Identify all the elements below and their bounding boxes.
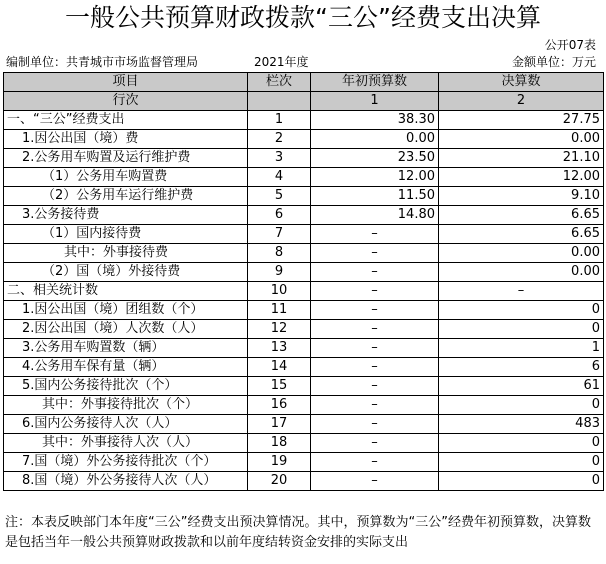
row-label: （2）公务用车运行维护费 [4,187,248,206]
table-row [4,434,604,453]
table-row [4,453,604,472]
table-row [4,244,604,263]
final-value: 0.00 [439,244,604,263]
row-label: 5.国内公务接待批次（个） [4,377,248,396]
final-value: 9.10 [439,187,604,206]
budget-value: – [311,225,439,244]
final-value: 0 [439,434,604,453]
row-number: 11 [248,301,311,320]
final-value: 12.00 [439,168,604,187]
row-number: 10 [248,282,311,301]
row-number: 13 [248,339,311,358]
row-number: 9 [248,263,311,282]
header-row [4,73,604,92]
budget-value: – [311,434,439,453]
final-value: 0 [439,453,604,472]
budget-value: – [311,396,439,415]
header-item: 项目 [4,73,248,92]
budget-value: – [311,453,439,472]
table-row [4,282,604,301]
currency-unit: 金额单位：万元 [511,55,596,69]
table-row [4,149,604,168]
budget-value: 12.00 [311,168,439,187]
table-row [4,187,604,206]
row-number: 19 [248,453,311,472]
report-year: 2021年度 [254,55,309,69]
row-number: 16 [248,396,311,415]
final-value: 6.65 [439,225,604,244]
header-blank [248,92,311,111]
row-number: 12 [248,320,311,339]
table-row [4,301,604,320]
row-number: 15 [248,377,311,396]
header-final-idx: 2 [439,92,604,111]
row-label: 二、相关统计数 [4,282,248,301]
budget-value: – [311,263,439,282]
table-row [4,320,604,339]
budget-value: – [311,472,439,491]
final-value: 6 [439,358,604,377]
row-label: 其中：外事接待费 [4,244,248,263]
row-label: （1）公务用车购置费 [4,168,248,187]
row-number: 3 [248,149,311,168]
row-label: （2）国（境）外接待费 [4,263,248,282]
budget-value: – [311,358,439,377]
final-value: 0 [439,396,604,415]
final-value: 0.00 [439,130,604,149]
table-row [4,206,604,225]
header-budget: 年初预算数 [311,73,439,92]
row-label: 4.公务用车保有量（辆） [4,358,248,377]
table-row [4,377,604,396]
table-row [4,263,604,282]
header-row-label: 行次 [4,92,248,111]
row-label: 2.公务用车购置及运行维护费 [4,149,248,168]
table-row [4,130,604,149]
expense-table [3,72,604,491]
final-value: 61 [439,377,604,396]
row-number: 6 [248,206,311,225]
final-value: 21.10 [439,149,604,168]
row-label: 1.因公出国（境）团组数（个） [4,301,248,320]
final-value: – [439,282,604,301]
final-value: 6.65 [439,206,604,225]
form-code: 公开07表 [544,38,596,52]
header-final: 决算数 [439,73,604,92]
row-label: 7.国（境）外公务接待批次（个） [4,453,248,472]
budget-value: 38.30 [311,111,439,130]
table-row [4,225,604,244]
row-label: 一、“三公”经费支出 [4,111,248,130]
final-value: 0 [439,320,604,339]
budget-value: – [311,244,439,263]
budget-value: – [311,320,439,339]
row-number: 1 [248,111,311,130]
row-number: 2 [248,130,311,149]
final-value: 27.75 [439,111,604,130]
row-number: 14 [248,358,311,377]
footnote: 注：本表反映部门本年度“三公”经费支出预决算情况。其中，预算数为“三公”经费年初预算数，决算数是包括当年一般公共预算财政拨款和以前年度结转资金安排的实际支出 [5,515,591,550]
reporting-unit: 编制单位：共青城市市场监督管理局 [6,55,199,69]
final-value: 0.00 [439,263,604,282]
budget-value: – [311,415,439,434]
table-row [4,358,604,377]
row-number: 5 [248,187,311,206]
row-label: 6.国内公务接待人次（人） [4,415,248,434]
budget-value: – [311,282,439,301]
budget-value: 11.50 [311,187,439,206]
final-value: 1 [439,339,604,358]
row-number: 20 [248,472,311,491]
row-label: 8.国（境）外公务接待人次（人） [4,472,248,491]
row-label: （1）国内接待费 [4,225,248,244]
index-row [4,92,604,111]
table-row [4,168,604,187]
final-value: 0 [439,472,604,491]
page-title: 一般公共预算财政拨款“三公”经费支出决算 [65,3,541,32]
budget-value: 0.00 [311,130,439,149]
row-label: 1.因公出国（境）费 [4,130,248,149]
row-number: 7 [248,225,311,244]
header-budget-idx: 1 [311,92,439,111]
row-label: 3.公务用车购置数（辆） [4,339,248,358]
budget-value: 23.50 [311,149,439,168]
table-row [4,415,604,434]
row-number: 8 [248,244,311,263]
row-label: 3.公务接待费 [4,206,248,225]
table-row [4,111,604,130]
row-number: 18 [248,434,311,453]
budget-value: – [311,301,439,320]
budget-value: – [311,339,439,358]
table-row [4,396,604,415]
header-col-no: 栏次 [248,73,311,92]
row-number: 17 [248,415,311,434]
row-label: 其中：外事接待批次（个） [4,396,248,415]
final-value: 483 [439,415,604,434]
row-number: 4 [248,168,311,187]
budget-value: – [311,377,439,396]
table-row [4,339,604,358]
row-label: 其中：外事接待人次（人） [4,434,248,453]
table-row [4,472,604,491]
final-value: 0 [439,301,604,320]
budget-value: 14.80 [311,206,439,225]
row-label: 2.因公出国（境）人次数（人） [4,320,248,339]
